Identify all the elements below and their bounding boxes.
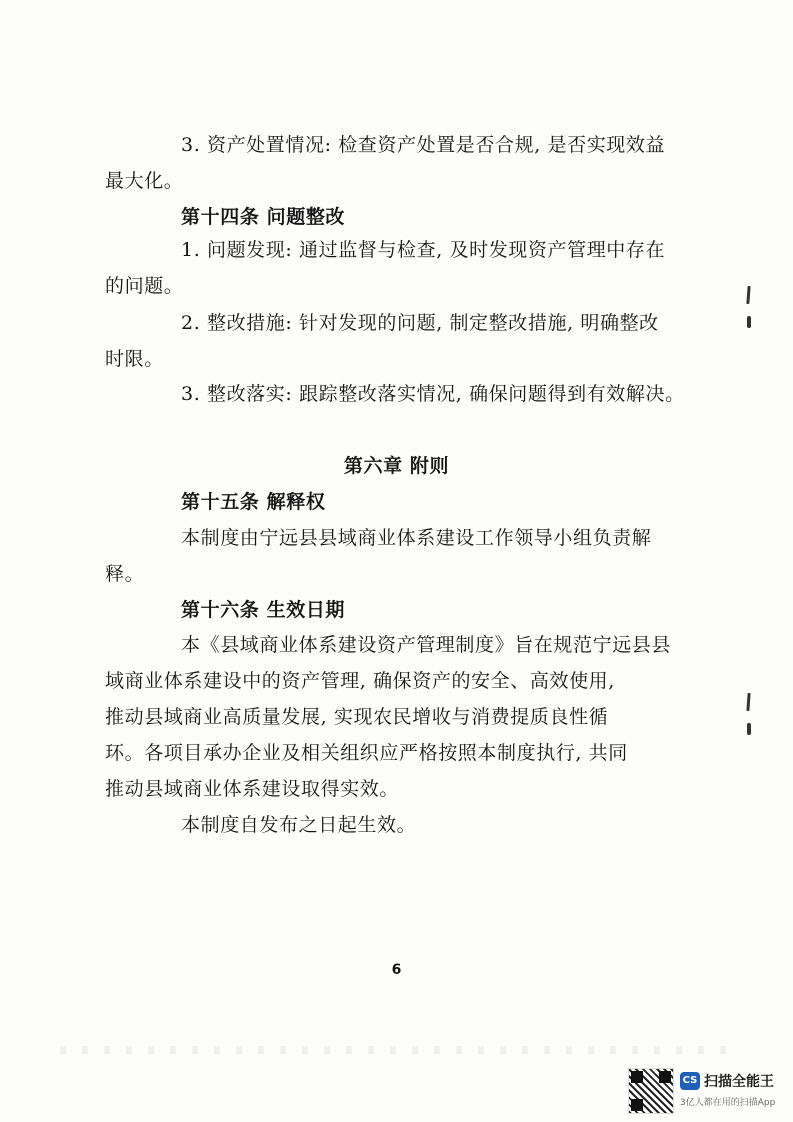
text-line: 释。 xyxy=(105,563,145,585)
text-line: 本制度由宁远县县域商业体系建设工作领导小组负责解 xyxy=(181,527,652,549)
chapter-6-title: 第六章 附则 xyxy=(343,455,450,477)
qr-code-icon xyxy=(628,1068,674,1114)
paragraph-problem-discovery xyxy=(105,232,688,304)
text-line: 域商业体系建设中的资产管理, 确保资产的安全、高效使用, xyxy=(105,670,615,692)
paragraph-interpretation xyxy=(105,520,688,592)
text-line: 本制度自发布之日起生效。 xyxy=(181,814,417,836)
watermark-tagline: 3亿人都在用的扫描App xyxy=(680,1098,776,1108)
binding-mark xyxy=(746,721,752,739)
text-line: 环。各项目承办企业及相关组织应严格按照本制度执行, 共同 xyxy=(105,742,628,764)
text-line: 推动县域商业高质量发展, 实现农民增收与消费提质良性循 xyxy=(105,706,609,728)
scanner-watermark xyxy=(628,1068,778,1114)
text-line: 1. 问题发现: 通过监督与检查, 及时发现资产管理中存在 xyxy=(181,239,666,261)
binding-mark xyxy=(746,286,752,304)
text-line: 推动县域商业体系建设取得实效。 xyxy=(105,778,400,800)
binding-mark xyxy=(746,314,752,332)
text-line: 本《县域商业体系建设资产管理制度》旨在规范宁远县县 xyxy=(181,634,672,656)
paragraph-asset-disposal xyxy=(105,127,688,199)
cs-logo-badge: CS xyxy=(680,1072,700,1090)
article-16-heading: 第十六条 生效日期 xyxy=(181,599,346,621)
article-15-heading: 第十五条 解释权 xyxy=(181,491,326,513)
paragraph-rectification-implementation xyxy=(143,376,688,412)
paragraph-rectification-measures xyxy=(105,305,688,377)
article-14-heading: 第十四条 问题整改 xyxy=(181,206,346,228)
text-line: 3. 资产处置情况: 检查资产处置是否合规, 是否实现效益 xyxy=(181,134,666,156)
text-line: 最大化。 xyxy=(105,170,184,192)
paragraph-effective-date xyxy=(143,807,688,843)
text-line: 3. 整改落实: 跟踪整改落实情况, 确保问题得到有效解决。 xyxy=(181,383,685,405)
text-line: 2. 整改措施: 针对发现的问题, 制定整改措施, 明确整改 xyxy=(181,312,659,334)
binding-mark xyxy=(746,693,752,711)
paragraph-effective-purpose xyxy=(105,627,688,807)
text-line: 的问题。 xyxy=(105,275,184,297)
page-number: 6 xyxy=(391,962,402,978)
text-line: 时限。 xyxy=(105,348,164,370)
scan-artifact xyxy=(60,1046,730,1054)
watermark-app-name: 扫描全能王 xyxy=(704,1074,774,1090)
